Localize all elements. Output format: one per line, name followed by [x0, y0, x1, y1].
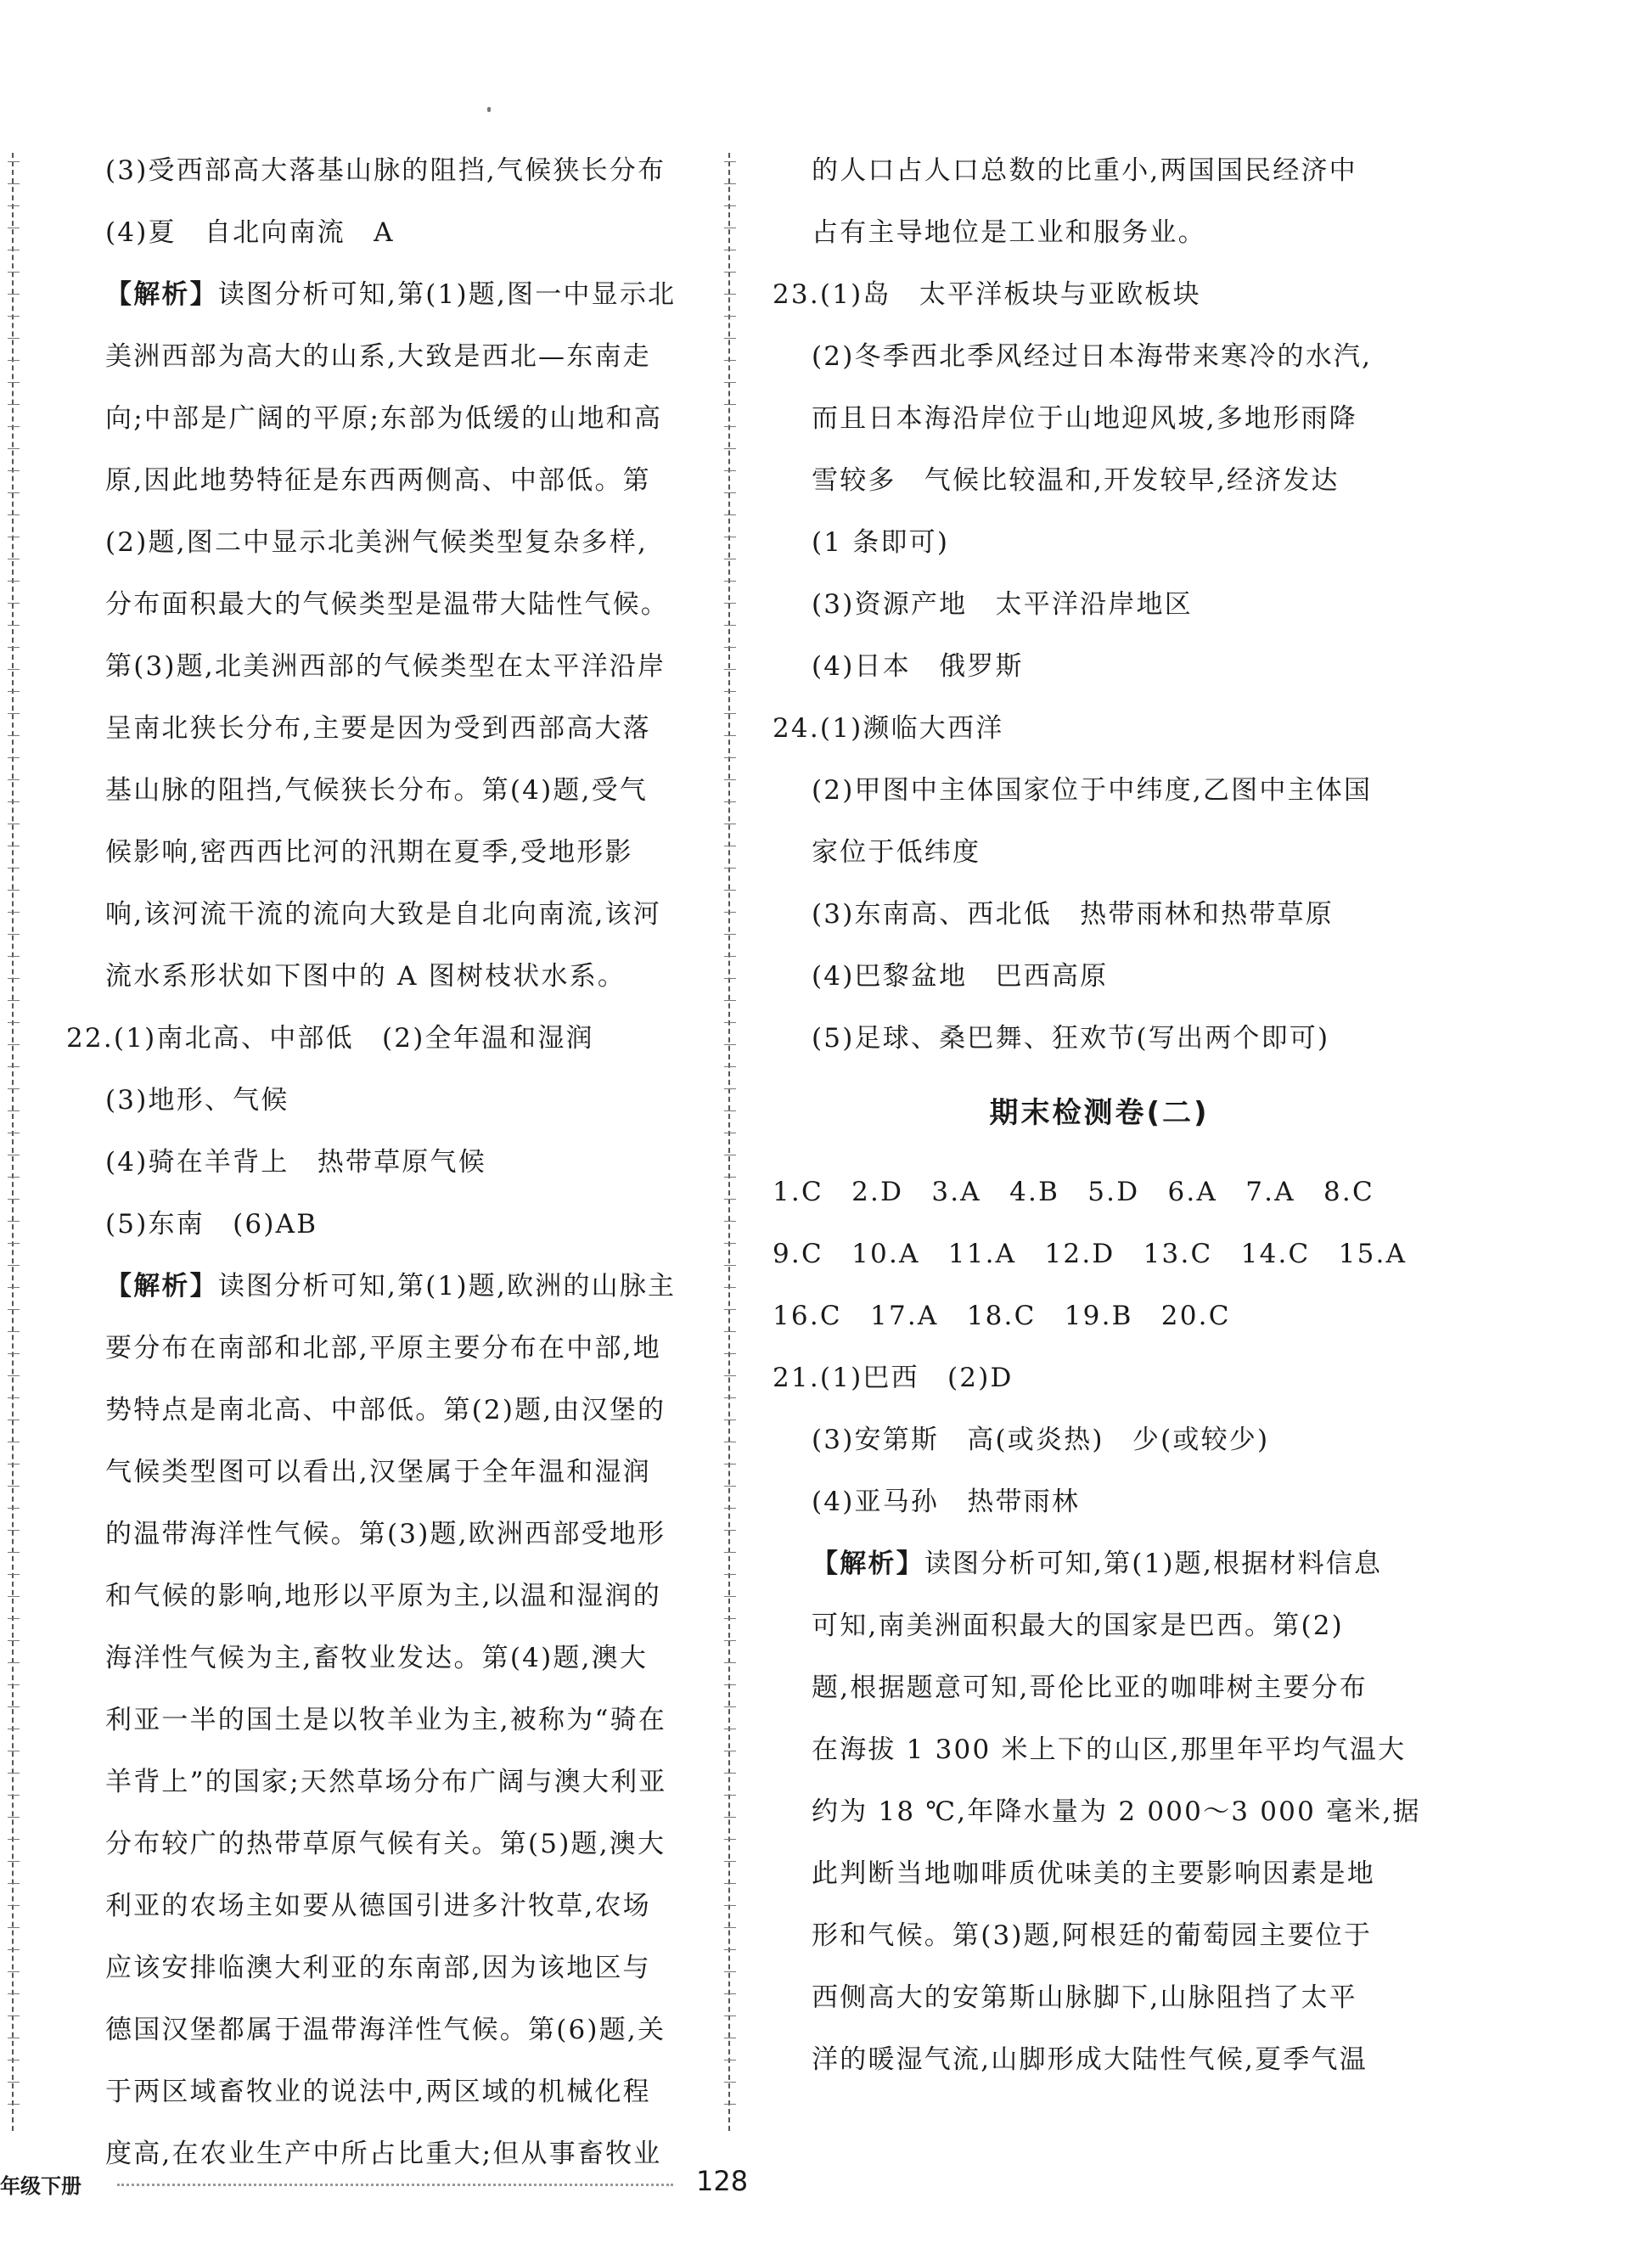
ruler-tick — [724, 581, 736, 582]
ruler-tick — [8, 1684, 20, 1685]
ruler-tick — [8, 1088, 20, 1089]
ruler-tick — [724, 183, 736, 184]
ruler-tick — [724, 956, 736, 957]
ruler-tick — [724, 1530, 736, 1531]
line-text: 向;中部是广阔的平原;东部为低缓的山地和高 — [105, 403, 663, 434]
ruler-tick — [8, 1839, 20, 1840]
ruler-tick — [8, 1265, 20, 1266]
ruler-tick — [8, 1287, 20, 1288]
text-line — [66, 512, 711, 574]
ruler-tick — [724, 978, 736, 979]
ruler-tick — [8, 956, 20, 957]
ruler-tick — [724, 426, 736, 427]
section-heading: 期末检测卷(二) — [989, 1096, 1210, 1130]
text-line — [66, 1566, 711, 1628]
ruler-tick — [8, 1243, 20, 1244]
line-text: 占有主导地位是工业和服务业。 — [812, 217, 1206, 248]
ruler-tick — [8, 779, 20, 780]
text-line — [773, 1905, 1426, 1967]
ruler-tick — [724, 448, 736, 449]
ruler-tick — [724, 1971, 736, 1972]
line-text: (3)资源产地 太平洋沿岸地区 — [812, 589, 1193, 620]
ruler-tick — [724, 1927, 736, 1928]
text-line — [773, 1285, 1426, 1347]
ruler-tick — [8, 1375, 20, 1376]
ruler-tick — [724, 1044, 736, 1045]
ruler-tick — [724, 1618, 736, 1619]
page-number: 128 — [696, 2165, 749, 2197]
ruler-tick — [8, 1199, 20, 1200]
text-line — [66, 264, 711, 326]
analysis-label: 【解析】 — [105, 1271, 218, 1301]
ruler-tick — [724, 625, 736, 626]
text-line — [66, 202, 711, 264]
ruler-tick — [724, 1596, 736, 1597]
ruler-tick — [724, 1110, 736, 1111]
text-line — [66, 140, 711, 202]
ruler-tick — [8, 1618, 20, 1619]
text-line — [66, 1999, 711, 2061]
ruler-tick — [8, 912, 20, 913]
line-text: 利亚的农场主如要从德国引进多汁牧草,农场 — [105, 1891, 651, 1921]
ruler-tick — [724, 735, 736, 736]
line-text: 在海拔 1 300 米上下的山区,那里年平均气温大 — [812, 1734, 1407, 1765]
ruler-tick — [8, 382, 20, 383]
line-text: 读图分析可知,第(1)题,图一中显示北 — [217, 279, 677, 310]
text-line — [773, 450, 1426, 512]
ruler-tick — [724, 1839, 736, 1840]
ruler-tick — [724, 492, 736, 493]
line-text: 形和气候。第(3)题,阿根廷的葡萄园主要位于 — [812, 1920, 1373, 1951]
ruler-tick — [8, 1044, 20, 1045]
line-text: (2)甲图中主体国家位于中纬度,乙图中主体国 — [812, 775, 1373, 806]
ruler-tick — [724, 404, 736, 405]
text-line — [773, 202, 1426, 264]
text-line — [773, 1657, 1426, 1719]
ruler-tick — [724, 1265, 736, 1266]
ruler-tick — [8, 603, 20, 604]
ruler-tick — [8, 1331, 20, 1332]
ruler-tick — [8, 581, 20, 582]
ruler-tick — [724, 1088, 736, 1089]
ruler-tick — [8, 1508, 20, 1509]
line-text: 1.C 2.D 3.A 4.B 5.D 6.A 7.A 8.C — [773, 1177, 1374, 1207]
ruler-tick — [8, 1221, 20, 1222]
ruler-tick — [8, 647, 20, 648]
text-line — [773, 1409, 1426, 1471]
ruler-tick — [724, 1949, 736, 1950]
line-text: (2)题,图二中显示北美洲气候类型复杂多样, — [105, 527, 649, 558]
line-text: 和气候的影响,地形以平原为主,以温和湿润的 — [105, 1581, 661, 1611]
ruler-tick — [8, 1773, 20, 1774]
ruler-tick — [724, 360, 736, 361]
right-column — [773, 140, 1426, 2091]
line-text: 而且日本海沿岸位于山地迎风坡,多地形雨降 — [812, 403, 1357, 434]
ruler-tick — [724, 1684, 736, 1685]
ruler-tick — [724, 1640, 736, 1641]
line-text: (5)东南 (6)AB — [105, 1209, 318, 1240]
ruler-tick — [724, 338, 736, 339]
text-line — [66, 1813, 711, 1875]
text-line — [66, 946, 711, 1008]
text-line — [773, 1719, 1426, 1781]
text-line — [773, 264, 1426, 326]
ruler-tick — [8, 1066, 20, 1067]
text-line — [66, 1194, 711, 1256]
text-line — [66, 1132, 711, 1194]
line-text: 基山脉的阻挡,气候狭长分布。第(4)题,受气 — [105, 775, 649, 806]
text-line — [773, 1843, 1426, 1905]
ruler-tick — [724, 294, 736, 295]
text-line — [66, 1380, 711, 1442]
ruler-tick — [724, 1199, 736, 1200]
ruler-tick — [724, 1243, 736, 1244]
ruler-tick — [8, 669, 20, 670]
ruler-tick — [8, 1574, 20, 1575]
line-text: 第(3)题,北美洲西部的气候类型在太平洋沿岸 — [105, 651, 666, 682]
ruler-tick — [8, 316, 20, 317]
text-line — [773, 760, 1426, 822]
ruler-tick — [8, 625, 20, 626]
ruler-tick — [8, 890, 20, 891]
line-text: 雪较多 气候比较温和,开发较早,经济发达 — [812, 465, 1340, 496]
ruler-tick — [724, 934, 736, 935]
line-text: 16.C 17.A 18.C 19.B 20.C — [773, 1301, 1231, 1331]
footer-dotted-rule — [117, 2184, 673, 2186]
text-line — [66, 1256, 711, 1318]
line-text: 于两区域畜牧业的说法中,两区域的机械化程 — [105, 2077, 651, 2107]
line-text: (5)足球、桑巴舞、狂欢节(写出两个即可) — [812, 1023, 1330, 1054]
analysis-label: 【解析】 — [812, 1549, 924, 1579]
scan-speck — [487, 107, 491, 112]
line-text: (1 条即可) — [812, 527, 950, 558]
line-text: 此判断当地咖啡质优味美的主要影响因素是地 — [812, 1858, 1375, 1889]
ruler-tick — [8, 757, 20, 758]
text-line — [66, 1070, 711, 1132]
ruler-tick — [8, 1353, 20, 1354]
text-line — [773, 822, 1426, 884]
text-line — [66, 326, 711, 388]
ruler-tick — [724, 868, 736, 869]
text-line — [773, 574, 1426, 636]
ruler-tick — [8, 448, 20, 449]
line-text: 响,该河流干流的流向大致是自北向南流,该河 — [105, 899, 661, 930]
line-text: 势特点是南北高、中部低。第(2)题,由汉堡的 — [105, 1395, 666, 1425]
ruler-tick — [8, 1817, 20, 1818]
line-text: (3)东南高、西北低 热带雨林和热带草原 — [812, 899, 1334, 930]
text-line — [773, 2029, 1426, 2091]
ruler-tick — [724, 2104, 736, 2105]
line-text: 9.C 10.A 11.A 12.D 13.C 14.C 15.A — [773, 1239, 1408, 1269]
center-divider-ruler — [728, 153, 730, 2131]
text-line — [66, 1318, 711, 1380]
ruler-tick — [8, 514, 20, 515]
ruler-tick — [8, 205, 20, 206]
line-text: 流水系形状如下图中的 A 图树枝状水系。 — [105, 961, 627, 992]
ruler-tick — [724, 1375, 736, 1376]
text-line — [66, 1008, 711, 1070]
right-column-answers — [773, 140, 1426, 1070]
line-text: 羊背上”的国家;天然草场分布广阔与澳大利亚 — [105, 1767, 667, 1797]
ruler-tick — [8, 294, 20, 295]
text-line — [773, 1347, 1426, 1409]
ruler-tick — [8, 272, 20, 273]
text-line — [66, 698, 711, 760]
text-line — [66, 1689, 711, 1751]
ruler-tick — [724, 1397, 736, 1398]
ruler-tick — [8, 1309, 20, 1310]
line-text: (4)巴黎盆地 巴西高原 — [812, 961, 1109, 992]
ruler-tick — [8, 338, 20, 339]
line-text: (4)日本 俄罗斯 — [812, 651, 1024, 682]
ruler-tick — [724, 1883, 736, 1884]
line-text: (4)亚马孙 热带雨林 — [812, 1487, 1081, 1517]
ruler-tick — [724, 1817, 736, 1818]
ruler-tick — [724, 691, 736, 692]
ruler-tick — [8, 1662, 20, 1663]
ruler-tick — [8, 360, 20, 361]
text-line — [773, 1595, 1426, 1657]
ruler-tick — [724, 2082, 736, 2083]
text-line — [66, 1504, 711, 1566]
ruler-tick — [724, 713, 736, 714]
text-line — [66, 636, 711, 698]
line-text: 的人口占人口总数的比重小,两国国民经济中 — [812, 155, 1357, 186]
line-text: 约为 18 ℃,年降水量为 2 000～3 000 毫米,据 — [812, 1796, 1421, 1827]
text-line — [773, 1967, 1426, 2029]
ruler-tick — [8, 1993, 20, 1994]
ruler-tick — [8, 1596, 20, 1597]
ruler-tick — [8, 1552, 20, 1553]
line-text: 24.(1)濒临大西洋 — [773, 713, 1004, 744]
ruler-tick — [8, 1795, 20, 1796]
ruler-tick — [8, 801, 20, 802]
ruler-tick — [8, 1861, 20, 1862]
ruler-tick — [8, 1530, 20, 1531]
ruler-tick — [8, 1971, 20, 1972]
ruler-tick — [724, 1574, 736, 1575]
ruler-tick — [8, 1000, 20, 1001]
ruler-tick — [724, 801, 736, 802]
ruler-tick — [8, 1022, 20, 1023]
ruler-tick — [724, 779, 736, 780]
ruler-tick — [724, 1706, 736, 1707]
ruler-tick — [724, 669, 736, 670]
line-text: 21.(1)巴西 (2)D — [773, 1363, 1014, 1393]
text-line — [66, 450, 711, 512]
ruler-tick — [724, 1464, 736, 1465]
text-line — [773, 512, 1426, 574]
ruler-tick — [724, 1662, 736, 1663]
text-line — [773, 140, 1426, 202]
ruler-tick — [8, 1883, 20, 1884]
text-line — [66, 884, 711, 946]
line-text: 的温带海洋性气候。第(3)题,欧洲西部受地形 — [105, 1519, 666, 1549]
line-text: (3)受西部高大落基山脉的阻挡,气候狭长分布 — [105, 155, 666, 186]
ruler-tick — [724, 1287, 736, 1288]
ruler-tick — [724, 2015, 736, 2016]
ruler-tick — [724, 316, 736, 317]
ruler-tick — [8, 735, 20, 736]
line-text: 家位于低纬度 — [812, 837, 981, 868]
ruler-tick — [724, 757, 736, 758]
text-line — [66, 1628, 711, 1689]
analysis-label: 【解析】 — [105, 279, 218, 310]
line-text: 可知,南美洲面积最大的国家是巴西。第(2) — [812, 1611, 1344, 1641]
text-line — [66, 1751, 711, 1813]
line-text: 洋的暖湿气流,山脚形成大陆性气候,夏季气温 — [812, 2044, 1368, 2075]
line-text: 德国汉堡都属于温带海洋性气候。第(6)题,关 — [105, 2015, 666, 2045]
ruler-tick — [724, 890, 736, 891]
ruler-tick — [724, 382, 736, 383]
text-line — [66, 2061, 711, 2123]
line-text: (4)骑在羊背上 热带草原气候 — [105, 1147, 486, 1178]
ruler-tick — [724, 912, 736, 913]
line-text: (4)夏 自北向南流 A — [105, 217, 395, 248]
text-line — [66, 2123, 711, 2185]
ruler-tick — [724, 603, 736, 604]
ruler-tick — [724, 161, 736, 162]
text-line — [66, 388, 711, 450]
ruler-tick — [8, 2104, 20, 2105]
line-text: 分布较广的热带草原气候有关。第(5)题,澳大 — [105, 1829, 666, 1859]
ruler-tick — [724, 647, 736, 648]
ruler-tick — [724, 1177, 736, 1178]
line-text: 西侧高大的安第斯山脉脚下,山脉阻挡了太平 — [812, 1982, 1357, 2013]
ruler-tick — [8, 1905, 20, 1906]
ruler-tick — [8, 978, 20, 979]
right-column-final-exam-answers — [773, 1161, 1426, 2091]
text-line — [773, 388, 1426, 450]
text-line — [66, 1442, 711, 1504]
text-line — [773, 1161, 1426, 1223]
text-line — [773, 884, 1426, 946]
ruler-tick — [8, 404, 20, 405]
ruler-tick — [8, 1177, 20, 1178]
line-text: 读图分析可知,第(1)题,欧洲的山脉主 — [217, 1271, 677, 1301]
text-line — [66, 1937, 711, 1999]
text-line — [773, 1471, 1426, 1533]
ruler-tick — [724, 1066, 736, 1067]
ruler-tick — [724, 1861, 736, 1862]
line-text: 22.(1)南北高、中部低 (2)全年温和湿润 — [66, 1023, 594, 1054]
ruler-tick — [724, 1905, 736, 1906]
line-text: 度高,在农业生产中所占比重大;但从事畜牧业 — [105, 2139, 662, 2169]
line-text: 应该安排临澳大利亚的东南部,因为该地区与 — [105, 1953, 651, 1983]
ruler-tick — [724, 1353, 736, 1354]
line-text: 读图分析可知,第(1)题,根据材料信息 — [924, 1549, 1383, 1579]
text-line — [66, 822, 711, 884]
ruler-tick — [724, 1309, 736, 1310]
ruler-tick — [8, 1949, 20, 1950]
line-text: (3)安第斯 高(或炎热) 少(或较少) — [812, 1425, 1270, 1455]
text-line — [773, 1008, 1426, 1070]
ruler-tick — [724, 1795, 736, 1796]
ruler-tick — [724, 1486, 736, 1487]
ruler-tick — [8, 934, 20, 935]
line-text: 原,因此地势特征是东西两侧高、中部低。第 — [105, 465, 651, 496]
ruler-tick — [724, 1508, 736, 1509]
ruler-tick — [8, 492, 20, 493]
ruler-tick — [724, 1993, 736, 1994]
line-text: 23.(1)岛 太平洋板块与亚欧板块 — [773, 279, 1201, 310]
text-line — [773, 1533, 1426, 1595]
line-text: 候影响,密西西比河的汛期在夏季,受地形影 — [105, 837, 633, 868]
ruler-tick — [724, 1022, 736, 1023]
ruler-tick — [8, 1927, 20, 1928]
text-line — [773, 1223, 1426, 1285]
line-text: (2)冬季西北季风经过日本海带来寒冷的水汽, — [812, 341, 1373, 372]
ruler-tick — [8, 2082, 20, 2083]
line-text: 美洲西部为高大的山系,大致是西北—东南走 — [105, 341, 651, 372]
ruler-tick — [8, 470, 20, 471]
text-line — [773, 326, 1426, 388]
line-text: 海洋性气候为主,畜牧业发达。第(4)题,澳大 — [105, 1643, 649, 1673]
ruler-tick — [724, 205, 736, 206]
ruler-tick — [8, 1706, 20, 1707]
line-text: 利亚一半的国土是以牧羊业为主,被称为“骑在 — [105, 1705, 666, 1735]
ruler-tick — [8, 1640, 20, 1641]
left-column — [66, 140, 711, 2185]
ruler-tick — [724, 514, 736, 515]
line-text: 呈南北狭长分布,主要是因为受到西部高大落 — [105, 713, 651, 744]
left-binding-ruler — [12, 153, 14, 2131]
ruler-tick — [8, 1486, 20, 1487]
ruler-tick — [8, 183, 20, 184]
ruler-tick — [724, 272, 736, 273]
text-line — [773, 636, 1426, 698]
ruler-tick — [8, 161, 20, 162]
ruler-tick — [8, 691, 20, 692]
ruler-tick — [724, 470, 736, 471]
text-line — [66, 760, 711, 822]
line-text: 题,根据题意可知,哥伦比亚的咖啡树主要分布 — [812, 1673, 1368, 1703]
text-line — [773, 1781, 1426, 1843]
ruler-tick — [724, 1773, 736, 1774]
ruler-tick — [8, 868, 20, 869]
ruler-tick — [724, 1000, 736, 1001]
ruler-tick — [8, 2015, 20, 2016]
text-line — [773, 946, 1426, 1008]
ruler-tick — [8, 1464, 20, 1465]
ruler-tick — [8, 713, 20, 714]
ruler-tick — [724, 1552, 736, 1553]
text-line — [66, 574, 711, 636]
line-text: (3)地形、气候 — [105, 1085, 289, 1116]
footer-grade-label: 年级下册 — [0, 2174, 81, 2198]
ruler-tick — [724, 1221, 736, 1222]
ruler-tick — [724, 1331, 736, 1332]
line-text: 气候类型图可以看出,汉堡属于全年温和湿润 — [105, 1457, 651, 1487]
text-line — [66, 1875, 711, 1937]
ruler-tick — [8, 1397, 20, 1398]
ruler-tick — [8, 426, 20, 427]
ruler-tick — [8, 1110, 20, 1111]
line-text: 分布面积最大的气候类型是温带大陆性气候。 — [105, 589, 669, 620]
line-text: 要分布在南部和北部,平原主要分布在中部,地 — [105, 1333, 661, 1363]
text-line — [773, 698, 1426, 760]
